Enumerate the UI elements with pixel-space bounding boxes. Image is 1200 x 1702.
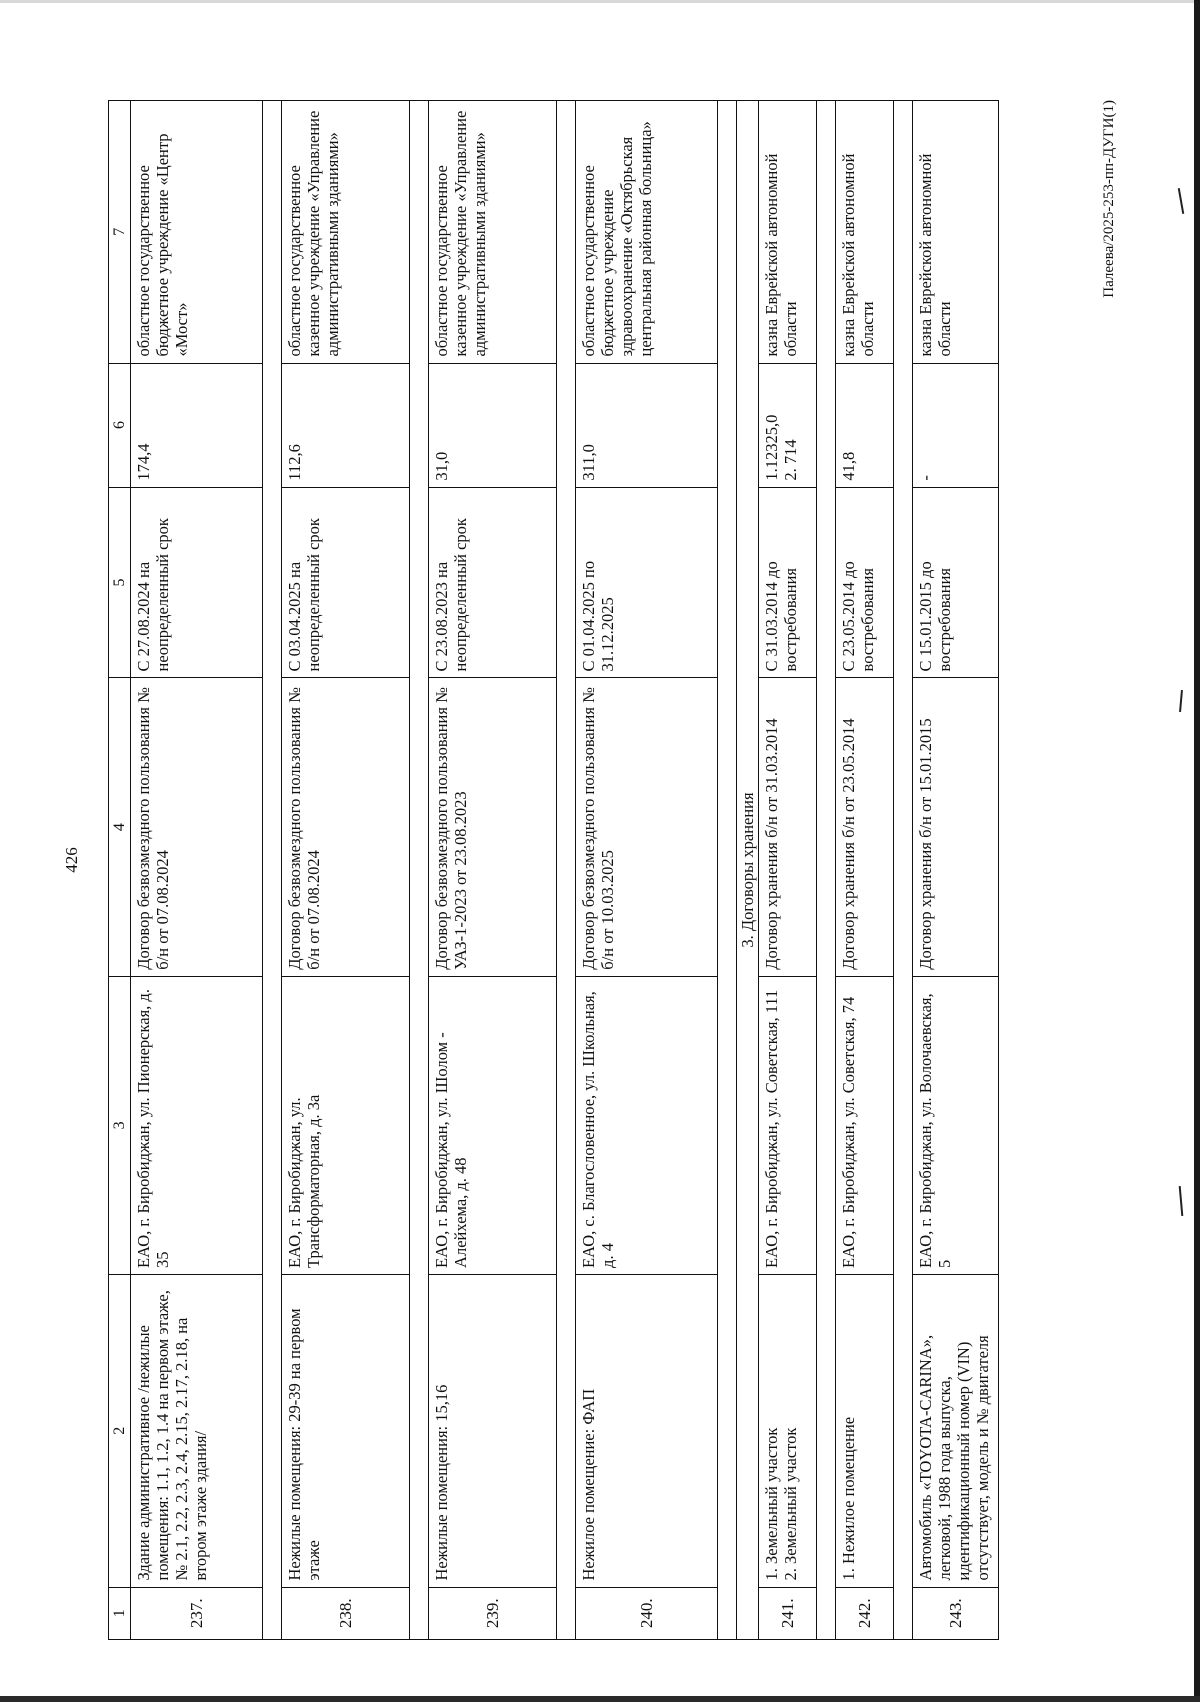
contract-term: С 31.03.2014 до востребования — [759, 487, 817, 678]
row-gap — [263, 101, 282, 1640]
contract-details: Договор безвозмездного пользования № б/н от 10.03.2025 — [576, 678, 718, 976]
object-description: 1. Нежилое помещение — [836, 1274, 894, 1587]
object-address: ЕАО, г. Биробиджан, ул. Трансформаторная, д. 3а — [282, 976, 410, 1274]
contract-term: С 01.04.2025 по 31.12.2025 — [576, 487, 718, 678]
object-area: - — [913, 363, 999, 487]
row-number: 238. — [282, 1587, 410, 1639]
row-number: 241. — [759, 1587, 817, 1639]
right-holder: казна Еврейской автономной области — [836, 101, 894, 364]
contract-details: Договор хранения б/н от 15.01.2015 — [913, 678, 999, 976]
row-gap — [557, 101, 576, 1640]
scan-bottom-edge — [0, 1696, 1200, 1702]
rotated-document-page — [60, 80, 1140, 1640]
column-number-row — [109, 101, 131, 1640]
column-header: 7 — [109, 101, 131, 364]
contract-term: С 03.04.2025 на неопределенный срок — [282, 487, 410, 678]
contract-term: С 27.08.2024 на неопределенный срок — [131, 487, 263, 678]
table-row — [913, 101, 999, 1640]
row-gap — [410, 101, 429, 1640]
contract-term: С 15.01.2015 до востребования — [913, 487, 999, 678]
table-row — [759, 101, 817, 1640]
column-header: 6 — [109, 363, 131, 487]
object-area: 41,8 — [836, 363, 894, 487]
property-register-table — [108, 100, 999, 1640]
contract-details: Договор безвозмездного пользования № б/н от 07.08.2024 — [131, 678, 263, 976]
column-header: 1 — [109, 1587, 131, 1639]
row-number: 239. — [429, 1587, 557, 1639]
object-address: ЕАО, г. Биробиджан, ул. Советская, 111 — [759, 976, 817, 1274]
scan-right-edge — [1194, 0, 1200, 1702]
table-row — [836, 101, 894, 1640]
table-row — [282, 101, 410, 1640]
object-address: ЕАО, г. Биробиджан, ул. Советская, 74 — [836, 976, 894, 1274]
object-area: 112,6 — [282, 363, 410, 487]
scan-mark — [1179, 1186, 1184, 1216]
scan-mark — [1178, 188, 1184, 214]
table-row — [131, 101, 263, 1640]
object-description: Нежилые помещения: 29-39 на первом этаже — [282, 1274, 410, 1587]
right-holder: казна Еврейской автономной области — [759, 101, 817, 364]
contract-details: Договор хранения б/н от 31.03.2014 — [759, 678, 817, 976]
section-header-row — [737, 101, 759, 1640]
object-address: ЕАО, г. Биробиджан, ул. Пионерская, д. 35 — [131, 976, 263, 1274]
column-header: 3 — [109, 976, 131, 1274]
right-holder: казна Еврейской автономной области — [913, 101, 999, 364]
row-number: 240. — [576, 1587, 718, 1639]
contract-details: Договор безвозмездного пользования № б/н от 07.08.2024 — [282, 678, 410, 976]
object-description: Нежилые помещения: 15,16 — [429, 1274, 557, 1587]
column-header: 2 — [109, 1274, 131, 1587]
table-row — [576, 101, 718, 1640]
object-address: ЕАО, с. Благословенное, ул. Школьная, д. 4 — [576, 976, 718, 1274]
contract-details: Договор хранения б/н от 23.05.2014 — [836, 678, 894, 976]
row-number: 243. — [913, 1587, 999, 1639]
page-number: 426 — [62, 847, 81, 873]
object-description: Здание административное /нежилые помещения: 1.1, 1.2, 1.4 на первом этаже, № 2.1, 2.2, 2.3, 2.4, 2.15, 2.17, 2.18, на втором этаже здания/ — [131, 1274, 263, 1587]
row-gap — [817, 101, 836, 1640]
row-gap — [894, 101, 913, 1640]
table-row — [429, 101, 557, 1640]
contract-term: С 23.05.2014 до востребования — [836, 487, 894, 678]
object-address: ЕАО, г. Биробиджан, ул. Волочаевская, 5 — [913, 976, 999, 1274]
document-footer-code: Палеева/2025-253-пп-ДУГИ(1) — [1101, 100, 1117, 298]
object-description: 1. Земельный участок 2. Земельный участок — [759, 1274, 817, 1587]
object-area: 31,0 — [429, 363, 557, 487]
column-header: 4 — [109, 678, 131, 976]
object-description: Автомобиль «TOYOTA-CARINA», легковой, 1988 года выпуска, идентификационный номер (VIN) отсутствует, модель и № двигателя — [913, 1274, 999, 1587]
row-number: 242. — [836, 1587, 894, 1639]
right-holder: областное государственное казенное учреждение «Управление административными зданиями» — [282, 101, 410, 364]
right-holder: областное государственное бюджетное учреждение «Центр «Мост» — [131, 101, 263, 364]
object-area: 311,0 — [576, 363, 718, 487]
scan-top-edge — [0, 0, 1200, 3]
right-holder: областное государственное бюджетное учреждение здравоохранение «Октябрьская центральная районная больница» — [576, 101, 718, 364]
object-area: 174,4 — [131, 363, 263, 487]
column-header: 5 — [109, 487, 131, 678]
object-description: Нежилое помещение: ФАП — [576, 1274, 718, 1587]
section-title: 3. Договоры хранения — [737, 101, 759, 1640]
contract-term: С 23.08.2023 на неопределенный срок — [429, 487, 557, 678]
object-area: 1.12325,0 2. 714 — [759, 363, 817, 487]
row-number: 237. — [131, 1587, 263, 1639]
contract-details: Договор безвозмездного пользования № УАЗ-1-2023 от 23.08.2023 — [429, 678, 557, 976]
row-gap — [718, 101, 737, 1640]
scan-mark — [1179, 690, 1183, 712]
object-address: ЕАО, г. Биробиджан, ул. Шолом - Алейхема, д. 48 — [429, 976, 557, 1274]
right-holder: областное государственное казенное учреждение «Управление административными зданиями» — [429, 101, 557, 364]
